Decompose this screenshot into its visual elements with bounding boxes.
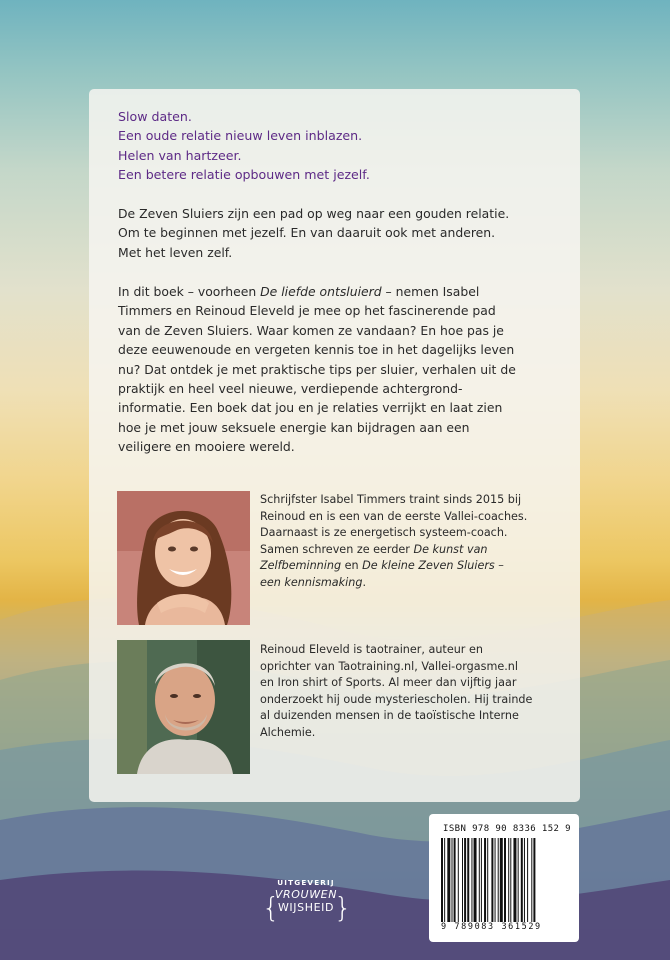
brace-left-icon: {	[262, 891, 280, 924]
barcode-bar	[524, 838, 525, 922]
body-line: Timmers en Reinoud Eleveld je mee op het fascinerende pad	[118, 303, 496, 319]
body-line: van de Zeven Sluiers. Waar komen ze vandaan? En hoe pas je	[118, 322, 504, 338]
body-line: veiligere en mooiere wereld.	[118, 439, 295, 455]
brace-right-icon: }	[334, 891, 352, 924]
intro-line: Met het leven zelf.	[118, 244, 233, 260]
intro-line: Om te beginnen met jezelf. En van daaruit ook met anderen.	[118, 225, 496, 241]
barcode-bar	[484, 838, 486, 922]
barcode-bar	[518, 838, 519, 922]
body-text: In dit boek – voorheen	[118, 284, 261, 299]
publisher-logo	[256, 878, 356, 914]
bio-line: Schrijfster Isabel Timmers traint sinds 2015 bij	[260, 493, 522, 506]
barcode-bar	[462, 838, 463, 922]
intro-line: De Zeven Sluiers zijn een pad op weg naar een gouden relatie.	[118, 206, 510, 221]
tagline: Slow daten.	[118, 109, 192, 124]
barcode-bar	[441, 838, 443, 922]
body-line: hoe je met jouw seksuele energie kan bijdragen aan een	[118, 419, 470, 435]
bio-line	[260, 542, 565, 559]
bio-line: en Iron shirt of Sports. Al meer dan vijftig jaar	[260, 676, 517, 690]
barcode-bar	[531, 838, 532, 922]
barcode-bar	[527, 838, 528, 922]
barcode-bar	[467, 838, 469, 922]
barcode-bar	[452, 838, 453, 922]
tagline: Een oude relatie nieuw leven inblazen.	[118, 128, 363, 143]
intro-paragraph	[118, 204, 563, 262]
barcode-bar	[471, 838, 472, 922]
bio-isabel	[260, 492, 565, 592]
bio-text: .	[362, 575, 366, 589]
barcode-bar	[495, 838, 496, 922]
barcode-bar	[481, 838, 482, 922]
body-line: informatie. Een boek dat jou en je relaties verrijkt en laat zien	[118, 400, 503, 416]
book-title: een kennismaking	[260, 575, 363, 589]
body-paragraph	[118, 282, 563, 457]
publisher-line: UITGEVERIJ	[277, 878, 335, 887]
bio-reinoud	[260, 642, 565, 742]
body-line: deze eeuwenoude en vergeten kennis toe in het dagelijks leven	[118, 342, 515, 358]
barcode-bars	[441, 838, 567, 922]
barcode-bar	[487, 838, 488, 922]
barcode-bar	[458, 838, 459, 922]
bio-line: Daarnaast is ze energetisch systeem-coach.	[260, 526, 508, 540]
bio-line: Alchemie.	[260, 725, 316, 739]
barcode-bar	[510, 838, 511, 922]
barcode-bar	[464, 838, 466, 922]
bio-line: Reinoud en is een van de eerste Vallei-coaches.	[260, 509, 528, 523]
publisher-line: WIJSHEID	[277, 901, 335, 914]
bio-line: al duizenden mensen in de taoïstische Interne	[260, 709, 519, 723]
author-photo-reinoud	[117, 640, 250, 774]
barcode-bar	[444, 838, 445, 922]
bio-line: onderzoekt hij oude mysteriescholen. Hij trainde	[260, 692, 533, 706]
body-line	[118, 282, 563, 301]
publisher-line: VROUWEN	[274, 888, 338, 901]
body-text: – nemen Isabel	[381, 284, 480, 299]
tagline: Een betere relatie opbouwen met jezelf.	[118, 167, 370, 182]
body-line: nu? Dat ontdek je met praktische tips per sluier, verhalen uit de	[118, 361, 516, 377]
barcode-bar	[504, 838, 506, 922]
bio-line: oprichter van Taotraining.nl, Vallei-orgasme.nl	[260, 659, 518, 673]
barcode-bar	[454, 838, 456, 922]
barcode-bar	[491, 838, 493, 922]
previous-title: De liefde ontsluierd	[260, 284, 382, 299]
bio-line	[260, 558, 565, 575]
barcode-digits: 9 789083 361529	[441, 922, 542, 932]
barcode-box	[429, 814, 579, 942]
bio-text: en	[341, 559, 363, 573]
book-title: Zelfbeminning	[260, 559, 342, 573]
barcode-bar	[479, 838, 480, 922]
bio-text: Samen schreven ze eerder	[260, 542, 414, 556]
body-line: praktijk en heel veel nieuwe, verdiepende achtergrond-	[118, 381, 463, 397]
barcode-bar	[521, 838, 523, 922]
tagline: Helen van hartzeer.	[118, 148, 242, 163]
author-photo-isabel	[117, 491, 250, 625]
book-title: De kunst van	[413, 542, 488, 556]
barcode-bar	[513, 838, 516, 922]
barcode-bar	[447, 838, 450, 922]
barcode-bar	[533, 838, 535, 922]
barcode-bar	[508, 838, 509, 922]
bio-line	[260, 575, 565, 592]
barcode-bar	[500, 838, 503, 922]
book-title: De kleine Zeven Sluiers –	[362, 559, 504, 573]
bio-line: Reinoud Eleveld is taotrainer, auteur en	[260, 643, 483, 656]
barcode-bar	[498, 838, 499, 922]
isbn-text: ISBN 978 90 8336 152 9	[443, 824, 572, 834]
barcode-bar	[474, 838, 477, 922]
